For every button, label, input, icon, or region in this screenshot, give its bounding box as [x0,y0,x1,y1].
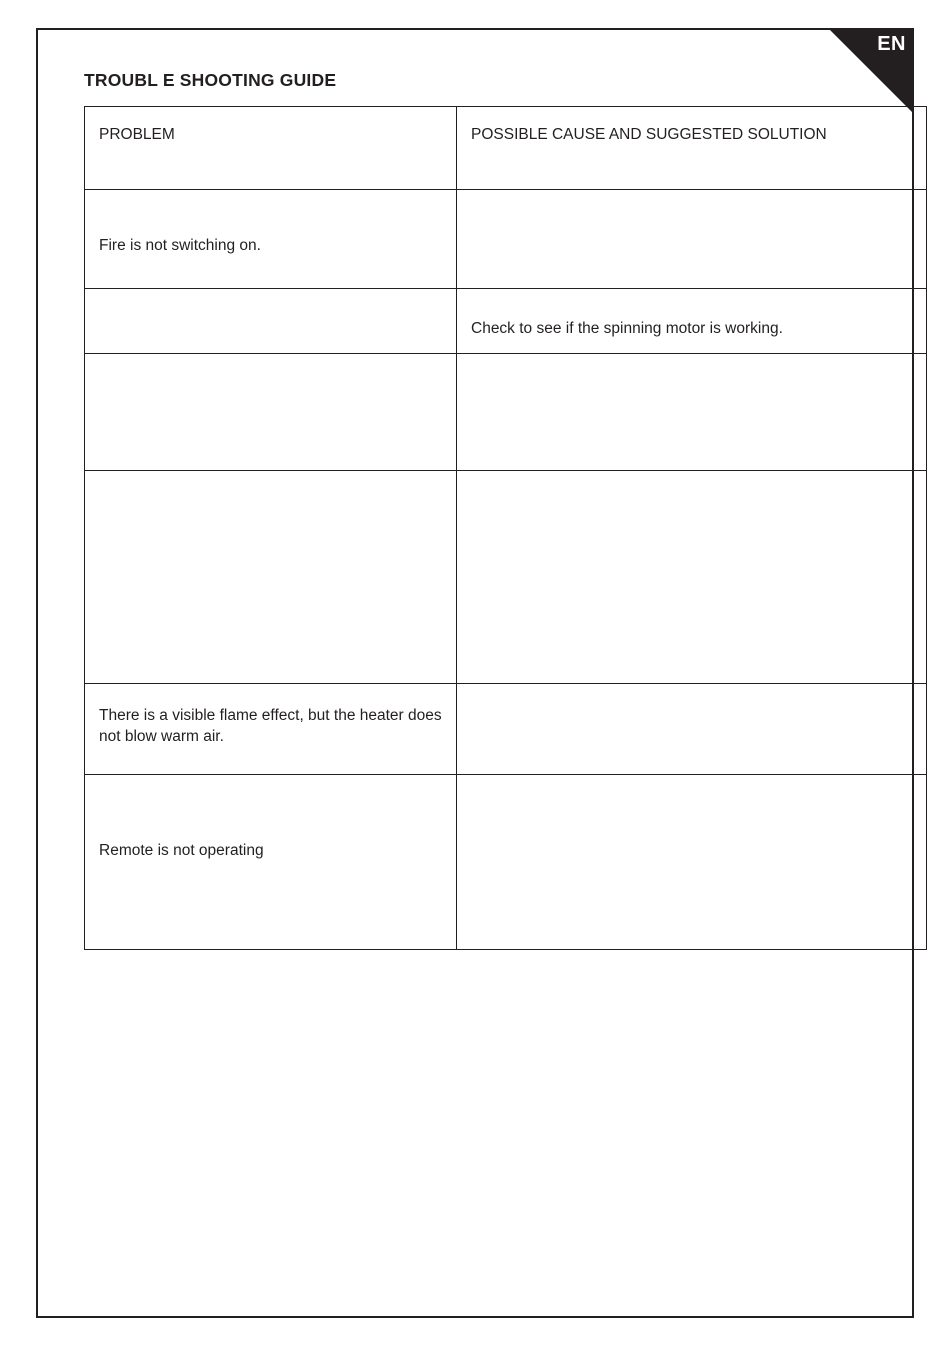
cell-cause [457,190,927,289]
cell-cause [457,354,927,471]
header-cause-label: POSSIBLE CAUSE AND SUGGESTED SOLUTION [471,126,827,143]
table-row [85,684,927,775]
cell-problem-text [99,307,442,319]
cell-cause [457,684,927,775]
table-row [85,190,927,289]
troubleshooting-table [84,106,927,950]
cell-problem [85,471,457,684]
header-cell-cause [457,107,927,190]
cell-problem [85,775,457,950]
cell-problem [85,684,457,775]
cell-cause-text [471,702,912,706]
cell-problem [85,190,457,289]
cell-problem-text: There is a visible flame effect, but the heater does not blow warm air. [99,707,442,745]
header-problem-label: PROBLEM [99,126,175,143]
troubleshooting-table-wrapper [84,106,868,950]
table-header-row [85,107,927,190]
cell-cause-text [471,793,912,841]
cell-cause-text: Check to see if the spinning motor is working. [471,320,783,337]
header-cell-problem [85,107,457,190]
cell-cause-text [471,208,912,236]
table-row [85,775,927,950]
cell-cause [457,471,927,684]
cell-problem [85,289,457,354]
cell-problem-text: Remote is not operating [99,842,264,859]
cell-problem [85,354,457,471]
table-row [85,471,927,684]
cell-cause [457,775,927,950]
table-row [85,289,927,354]
language-label: EN [877,33,906,55]
cell-problem-text: Fire is not switching on. [99,237,261,254]
cell-cause [457,289,927,354]
table-row [85,354,927,471]
page-title: TROUBL E SHOOTING GUIDE [84,70,337,90]
